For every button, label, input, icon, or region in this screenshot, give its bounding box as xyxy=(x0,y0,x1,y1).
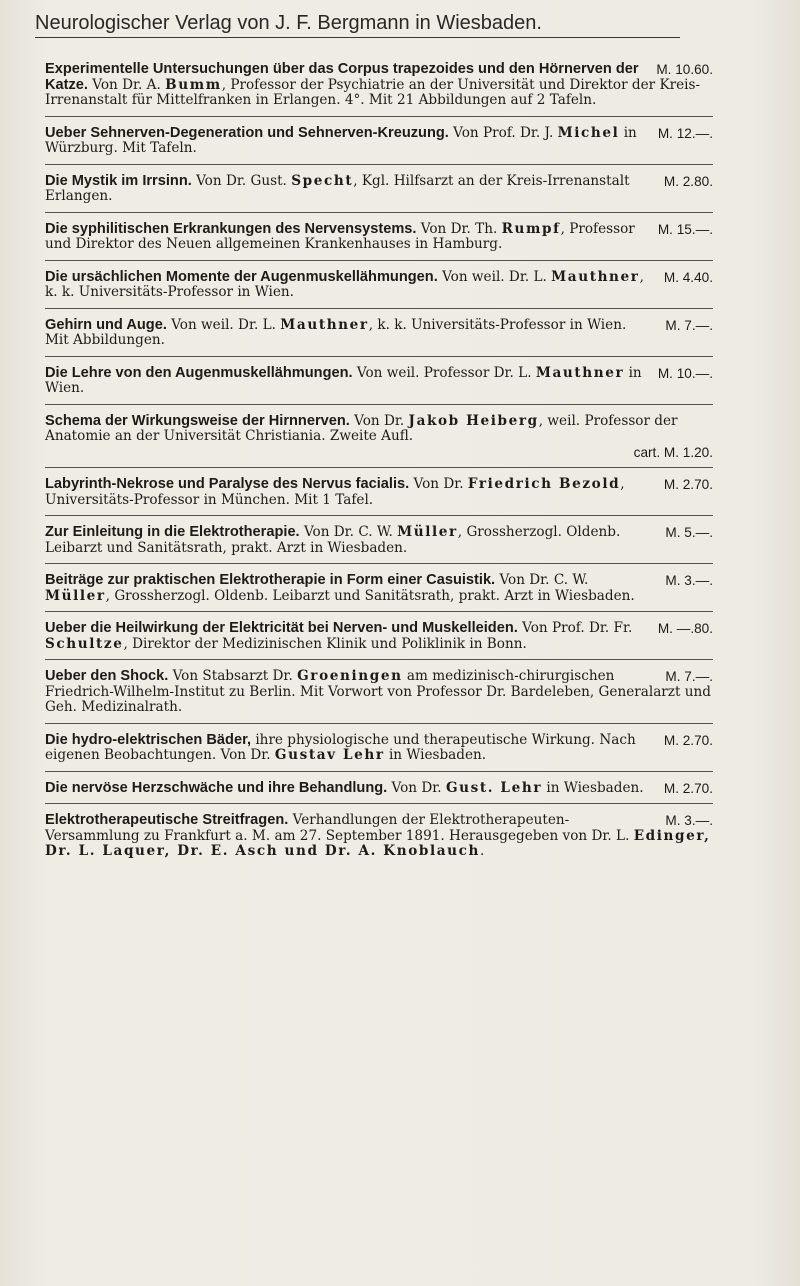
book-entry xyxy=(45,318,713,357)
book-entry xyxy=(45,477,713,516)
book-byline: Von Dr. Gust. xyxy=(191,172,292,189)
book-byline: Von Dr. xyxy=(387,779,446,796)
book-title: Ueber die Heilwirkung der Elektricität bei Nerven- und Muskelleiden. xyxy=(45,620,518,636)
book-price: M. 7.—. xyxy=(665,669,713,684)
book-description: in Wiesbaden. xyxy=(542,779,644,796)
book-entry xyxy=(45,270,713,309)
book-description: , Direktor der Medizinischen Klinik und Poliklinik in Bonn. xyxy=(123,635,527,652)
book-author: Gust. Lehr xyxy=(445,779,543,796)
book-author: Michel xyxy=(557,124,620,141)
book-author: Müller xyxy=(397,524,458,540)
book-title: Die Mystik im Irrsinn. xyxy=(45,172,192,189)
book-byline: ihre physiologische und therapeutische Wirkung. Nach eigenen Beobachtungen. Von Dr. xyxy=(45,731,636,763)
book-entry xyxy=(45,669,713,724)
book-author: Friedrich Bezold xyxy=(467,476,621,492)
book-byline: Von Prof. Dr. J. xyxy=(448,124,558,141)
book-entry xyxy=(45,366,713,405)
book-description: , Professor und Direktor des Neuen allgemeinen Krankenhauses in Hamburg. xyxy=(45,220,635,252)
book-entry xyxy=(45,733,713,772)
book-byline: Von Dr. xyxy=(409,476,468,492)
book-price: M. 2.70. xyxy=(663,477,713,492)
book-description: , Grossherzogl. Oldenb. Leibarzt und Sanitätsrath, prakt. Arzt in Wiesbaden. xyxy=(105,587,635,604)
book-entry xyxy=(45,621,713,660)
book-description: am medizinisch-chirurgischen Friedrich-Wilhelm-Institut zu Berlin. Mit Vorwort von Professor Dr. Bardeleben, Generalarzt und Geh. Medizinalrath. xyxy=(45,668,711,715)
book-entry xyxy=(45,813,713,867)
book-description: in Wien. xyxy=(45,364,642,396)
book-price: M. 2.80. xyxy=(663,173,713,189)
book-byline: Von weil. Dr. L. xyxy=(437,268,552,285)
book-byline: Von Dr. Th. xyxy=(416,220,502,237)
book-description: , k. k. Universitäts-Professor in Wien. xyxy=(45,268,644,300)
book-entry xyxy=(45,525,713,564)
book-price: M. 4.40. xyxy=(663,269,713,285)
book-byline: Verhandlungen der Elektrotherapeuten-Versammlung zu Frankfurt a. M. am 27. September 1891. Herausgegeben von Dr. L. xyxy=(45,812,634,844)
book-author: Edinger, Dr. L. Laquer, Dr. E. Asch und Dr. A. Knoblauch xyxy=(45,827,711,859)
book-author: Mauthner xyxy=(535,364,625,381)
book-title: Labyrinth-Nekrose und Paralyse des Nervus facialis. xyxy=(45,476,410,492)
book-description: in Wiesbaden. xyxy=(384,747,487,763)
book-entry xyxy=(45,573,713,612)
book-byline: Von Dr. C. W. xyxy=(299,524,398,540)
book-byline: Von Stabsarzt Dr. xyxy=(168,668,298,684)
book-entry xyxy=(45,414,713,469)
book-title: Die Lehre von den Augenmuskellähmungen. xyxy=(45,364,353,381)
book-price: M. 3.—. xyxy=(665,813,713,828)
book-description: , Grossherzogl. Oldenb. Leibarzt und Sanitätsrath, prakt. Arzt in Wiesbaden. xyxy=(45,524,621,556)
publisher-header: Neurologischer Verlag von J. F. Bergmann in Wiesbaden. xyxy=(35,12,680,38)
book-byline: Von Dr. A. xyxy=(87,76,166,93)
book-author: Groeningen xyxy=(297,668,403,684)
book-byline: Von weil. Professor Dr. L. xyxy=(352,364,536,381)
book-description: , Professor der Psychiatrie an der Universität und Direktor der Kreis-Irrenanstalt für Mittelfranken in Erlangen. 4°. Mit 21 Abbildungen auf 2 Tafeln. xyxy=(45,76,701,108)
book-description: in Würzburg. Mit Tafeln. xyxy=(45,124,637,156)
book-title: Die ursächlichen Momente der Augenmuskellähmungen. xyxy=(45,268,438,285)
book-author: Jakob Heiberg xyxy=(408,412,539,429)
book-entry xyxy=(45,126,713,165)
book-author: Specht xyxy=(291,172,354,189)
book-title: Ueber den Shock. xyxy=(45,668,169,684)
book-byline: Von Prof. Dr. Fr. xyxy=(517,620,633,636)
book-title: Die hydro-elektrischen Bäder, xyxy=(45,731,252,748)
book-price: M. 2.70. xyxy=(663,780,713,796)
book-byline: Von Dr. xyxy=(349,412,409,429)
book-author: Mauthner xyxy=(551,268,640,285)
book-author: Gustav Lehr xyxy=(274,747,385,763)
book-price: M. —.80. xyxy=(657,621,713,636)
book-title: Die syphilitischen Erkrankungen des Nervensystems. xyxy=(45,220,417,237)
book-price: M. 12.—. xyxy=(657,125,713,141)
book-author: Mauthner xyxy=(280,316,369,333)
book-description: . xyxy=(480,843,485,859)
book-title: Gehirn und Auge. xyxy=(45,316,167,333)
book-price: M. 3.—. xyxy=(665,573,713,588)
book-title: Beiträge zur praktischen Elektrotherapie in Form einer Casuistik. xyxy=(45,572,496,588)
book-title: Ueber Sehnerven-Degeneration und Sehnerven-Kreuzung. xyxy=(45,124,449,141)
book-price: M. 15.—. xyxy=(657,221,713,237)
book-description: , Kgl. Hilfsarzt an der Kreis-Irrenanstalt Erlangen. xyxy=(45,172,630,204)
book-entry xyxy=(45,222,713,261)
book-entry xyxy=(45,62,713,117)
book-title: Die nervöse Herzschwäche und ihre Behandlung. xyxy=(45,779,388,796)
book-price: M. 10.—. xyxy=(657,365,713,381)
book-description: , weil. Professor der Anatomie an der Universität Christiania. Zweite Aufl. xyxy=(45,412,678,444)
book-author: Müller xyxy=(45,587,106,604)
book-author: Schultze xyxy=(45,635,124,652)
book-author: Rumpf xyxy=(501,220,561,237)
book-price: M. 10.60. xyxy=(656,62,713,77)
book-author: Bumm xyxy=(165,76,222,93)
book-description: , k. k. Universitäts-Professor in Wien. Mit Abbildungen. xyxy=(45,316,627,348)
book-title: Zur Einleitung in die Elektrotherapie. xyxy=(45,524,300,540)
book-list xyxy=(45,62,713,876)
book-price: M. 5.—. xyxy=(665,525,713,540)
book-title: Experimentelle Untersuchungen über das Corpus trapezoides und den Hörnerven der Katze. xyxy=(45,61,639,93)
book-title: Elektrotherapeutische Streitfragen. xyxy=(45,812,289,828)
book-price: M. 7.—. xyxy=(665,317,713,333)
book-title: Schema der Wirkungsweise der Hirnnerven. xyxy=(45,412,350,429)
book-description: , Universitäts-Professor in München. Mit 1 Tafel. xyxy=(45,476,625,508)
book-byline: Von Dr. C. W. xyxy=(495,572,589,588)
book-byline: Von weil. Dr. L. xyxy=(166,316,281,333)
book-price: cart. M. 1.20. xyxy=(633,444,713,460)
book-entry xyxy=(45,781,713,805)
book-price: M. 2.70. xyxy=(663,732,713,748)
book-entry xyxy=(45,174,713,213)
